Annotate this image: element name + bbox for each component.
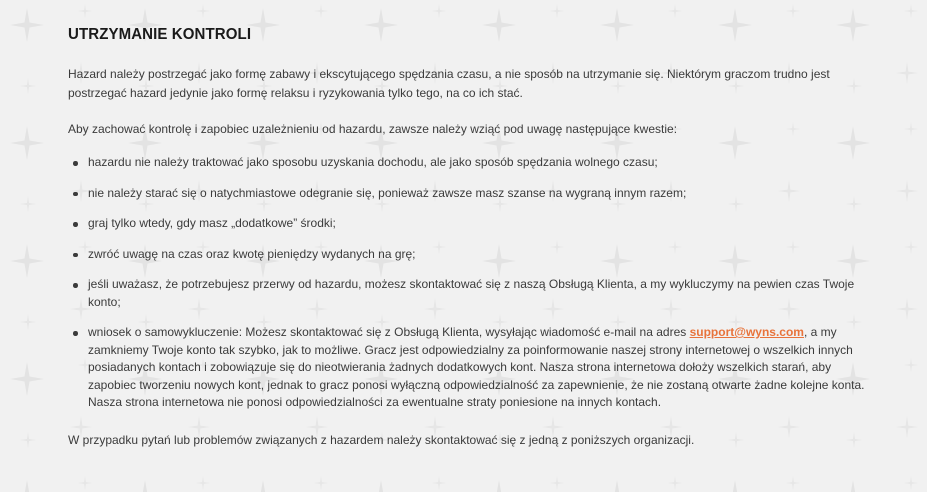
list-item: nie należy starać się o natychmiastowe odegranie się, ponieważ zawsze masz szanse na wygraną innym razem;: [88, 185, 873, 203]
rules-list: [68, 154, 873, 412]
list-item: jeśli uważasz, że potrzebujesz przerwy od hazardu, możesz skontaktować się z naszą Obsługą Klienta, a my wykluczymy na pewien czas Twoje konto;: [88, 276, 873, 311]
list-item-self-exclusion: [88, 324, 873, 412]
responsible-gambling-section: [68, 26, 873, 450]
list-item: graj tylko wtedy, gdy masz „dodatkowe” środki;: [88, 215, 873, 233]
support-email-link[interactable]: support@wyns.com: [689, 325, 804, 339]
lead-paragraph: Aby zachować kontrolę i zapobiec uzależnieniu od hazardu, zawsze należy wziąć pod uwagę następujące kwestie:: [68, 122, 678, 136]
closing-paragraph: W przypadku pytań lub problemów związanych z hazardem należy skontaktować się z jedną z poniższych organizacji.: [68, 432, 695, 447]
list-item: zwróć uwagę na czas oraz kwotę pieniędzy wydanych na grę;: [88, 246, 873, 264]
self-exclusion-text-after: , a my zamkniemy Twoje konto tak szybko, jak to możliwe. Gracz jest odpowiedzialny za poinformowanie naszej strony internetowej o wszelkich innych posiadanych kontach i zobowiązuje się do nieotwierania żadnych dodatkowych kont. Nasza strona internetowa dołoży wszelkich starań, aby zapobiec tworzeniu nowych kont, jednak to gracz ponosi wyłączną odpowiedzialność za zapewnienie, że nie zostaną otwarte żadne kolejne konta. Nasza strona internetowa nie ponosi odpowiedzialności za ewentualne straty poniesione na innych kontach.: [88, 325, 865, 409]
section-title: UTRZYMANIE KONTROLI: [68, 26, 252, 43]
self-exclusion-text-before: wniosek o samowykluczenie: Możesz skontaktować się z Obsługą Klienta, wysyłając wiadomość e-mail na adres: [88, 325, 690, 339]
intro-paragraph: Hazard należy postrzegać jako formę zabawy i ekscytującego spędzania czasu, a nie sposób na utrzymanie się. Niektórym graczom trudno jest postrzegać hazard jedynie jako formę relaksu i ryzykowania tylko tego, na co ich stać.: [68, 67, 830, 100]
list-item: hazardu nie należy traktować jako sposobu uzyskania dochodu, ale jako sposób spędzania wolnego czasu;: [88, 154, 873, 172]
